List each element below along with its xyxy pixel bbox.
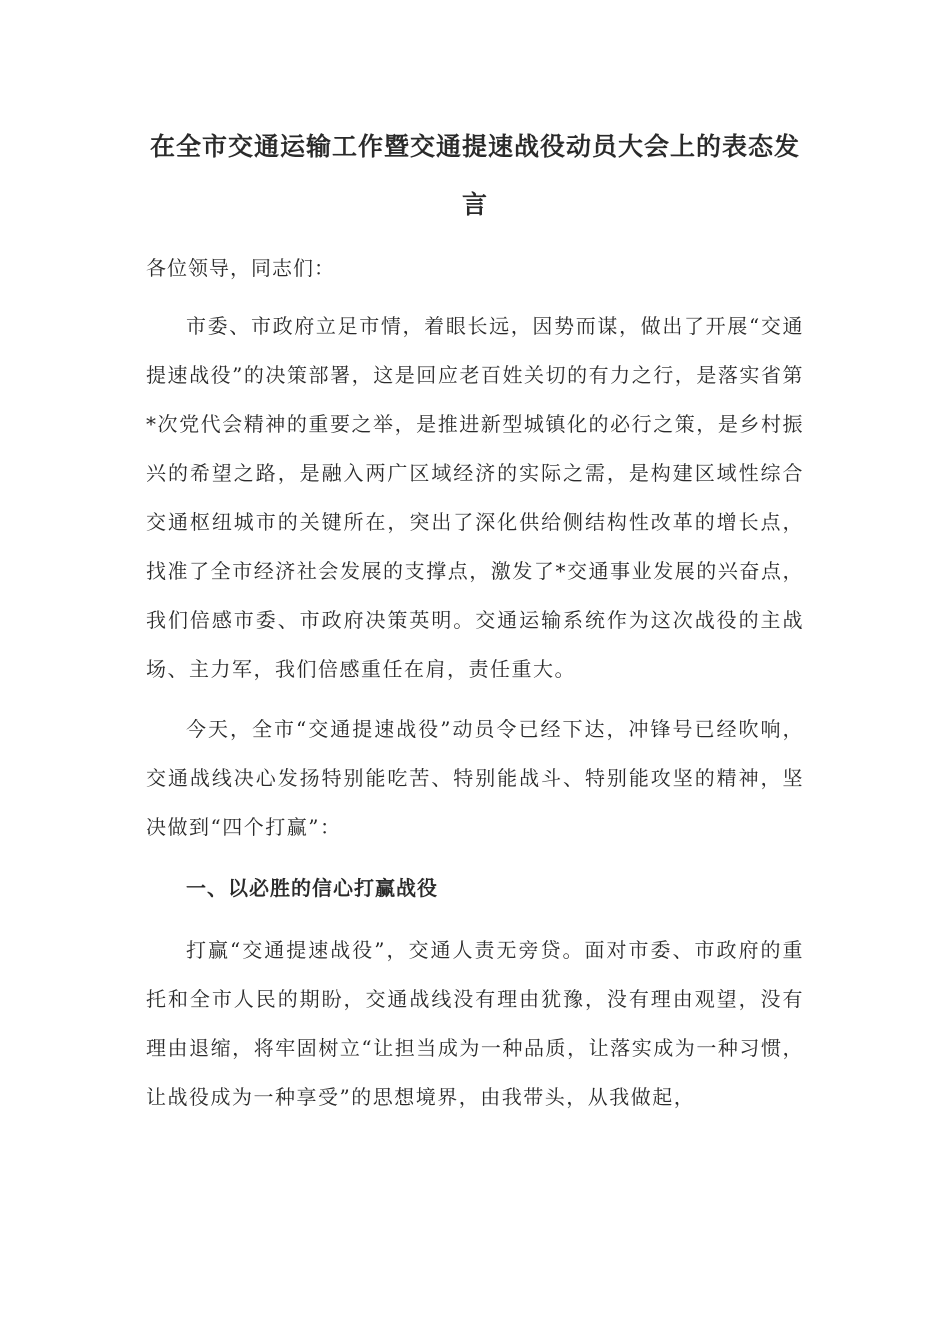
section-heading: 一、以必胜的信心打赢战役 — [186, 876, 438, 900]
body-paragraph-2: 今天，全市“交通提速战役”动员令已经下达，冲锋号已经吹响，交通战线决心发扬特别能吃苦、特别能战斗、特别能攻坚的精神，坚决做到“四个打赢”： — [146, 717, 804, 839]
section-paragraph: 打赢“交通提速战役”，交通人责无旁贷。面对市委、市政府的重托和全市人民的期盼，交通战线没有理由犹豫，没有理由观望，没有理由退缩，将牢固树立“让担当成为一种品质，让落实成为一种习惯，让战役成为一种享受”的思想境界，由我带头，从我做起， — [146, 938, 804, 1109]
document-title — [146, 118, 804, 234]
document-title-line-2: 言 — [461, 190, 488, 219]
body-paragraph-1: 市委、市政府立足市情，着眼长远，因势而谋，做出了开展“交通提速战役”的决策部署，这是回应老百姓关切的有力之行，是落实省第*次党代会精神的重要之举，是推进新型城镇化的必行之策，是乡村振兴的希望之路，是融入两广区域经济的实际之需，是构建区域性综合交通枢纽城市的关键所在，突出了深化供给侧结构性改革的增长点，找准了全市经济社会发展的支撑点，激发了*交通事业发展的兴奋点，我们倍感市委、市政府决策英明。交通运输系统作为这次战役的主战场、主力军，我们倍感重任在肩，责任重大。 — [146, 314, 804, 681]
document-page — [146, 118, 804, 1133]
document-title-line-1: 在全市交通运输工作暨交通提速战役动员大会上的表态发 — [149, 132, 800, 161]
salutation: 各位领导，同志们： — [146, 256, 335, 280]
